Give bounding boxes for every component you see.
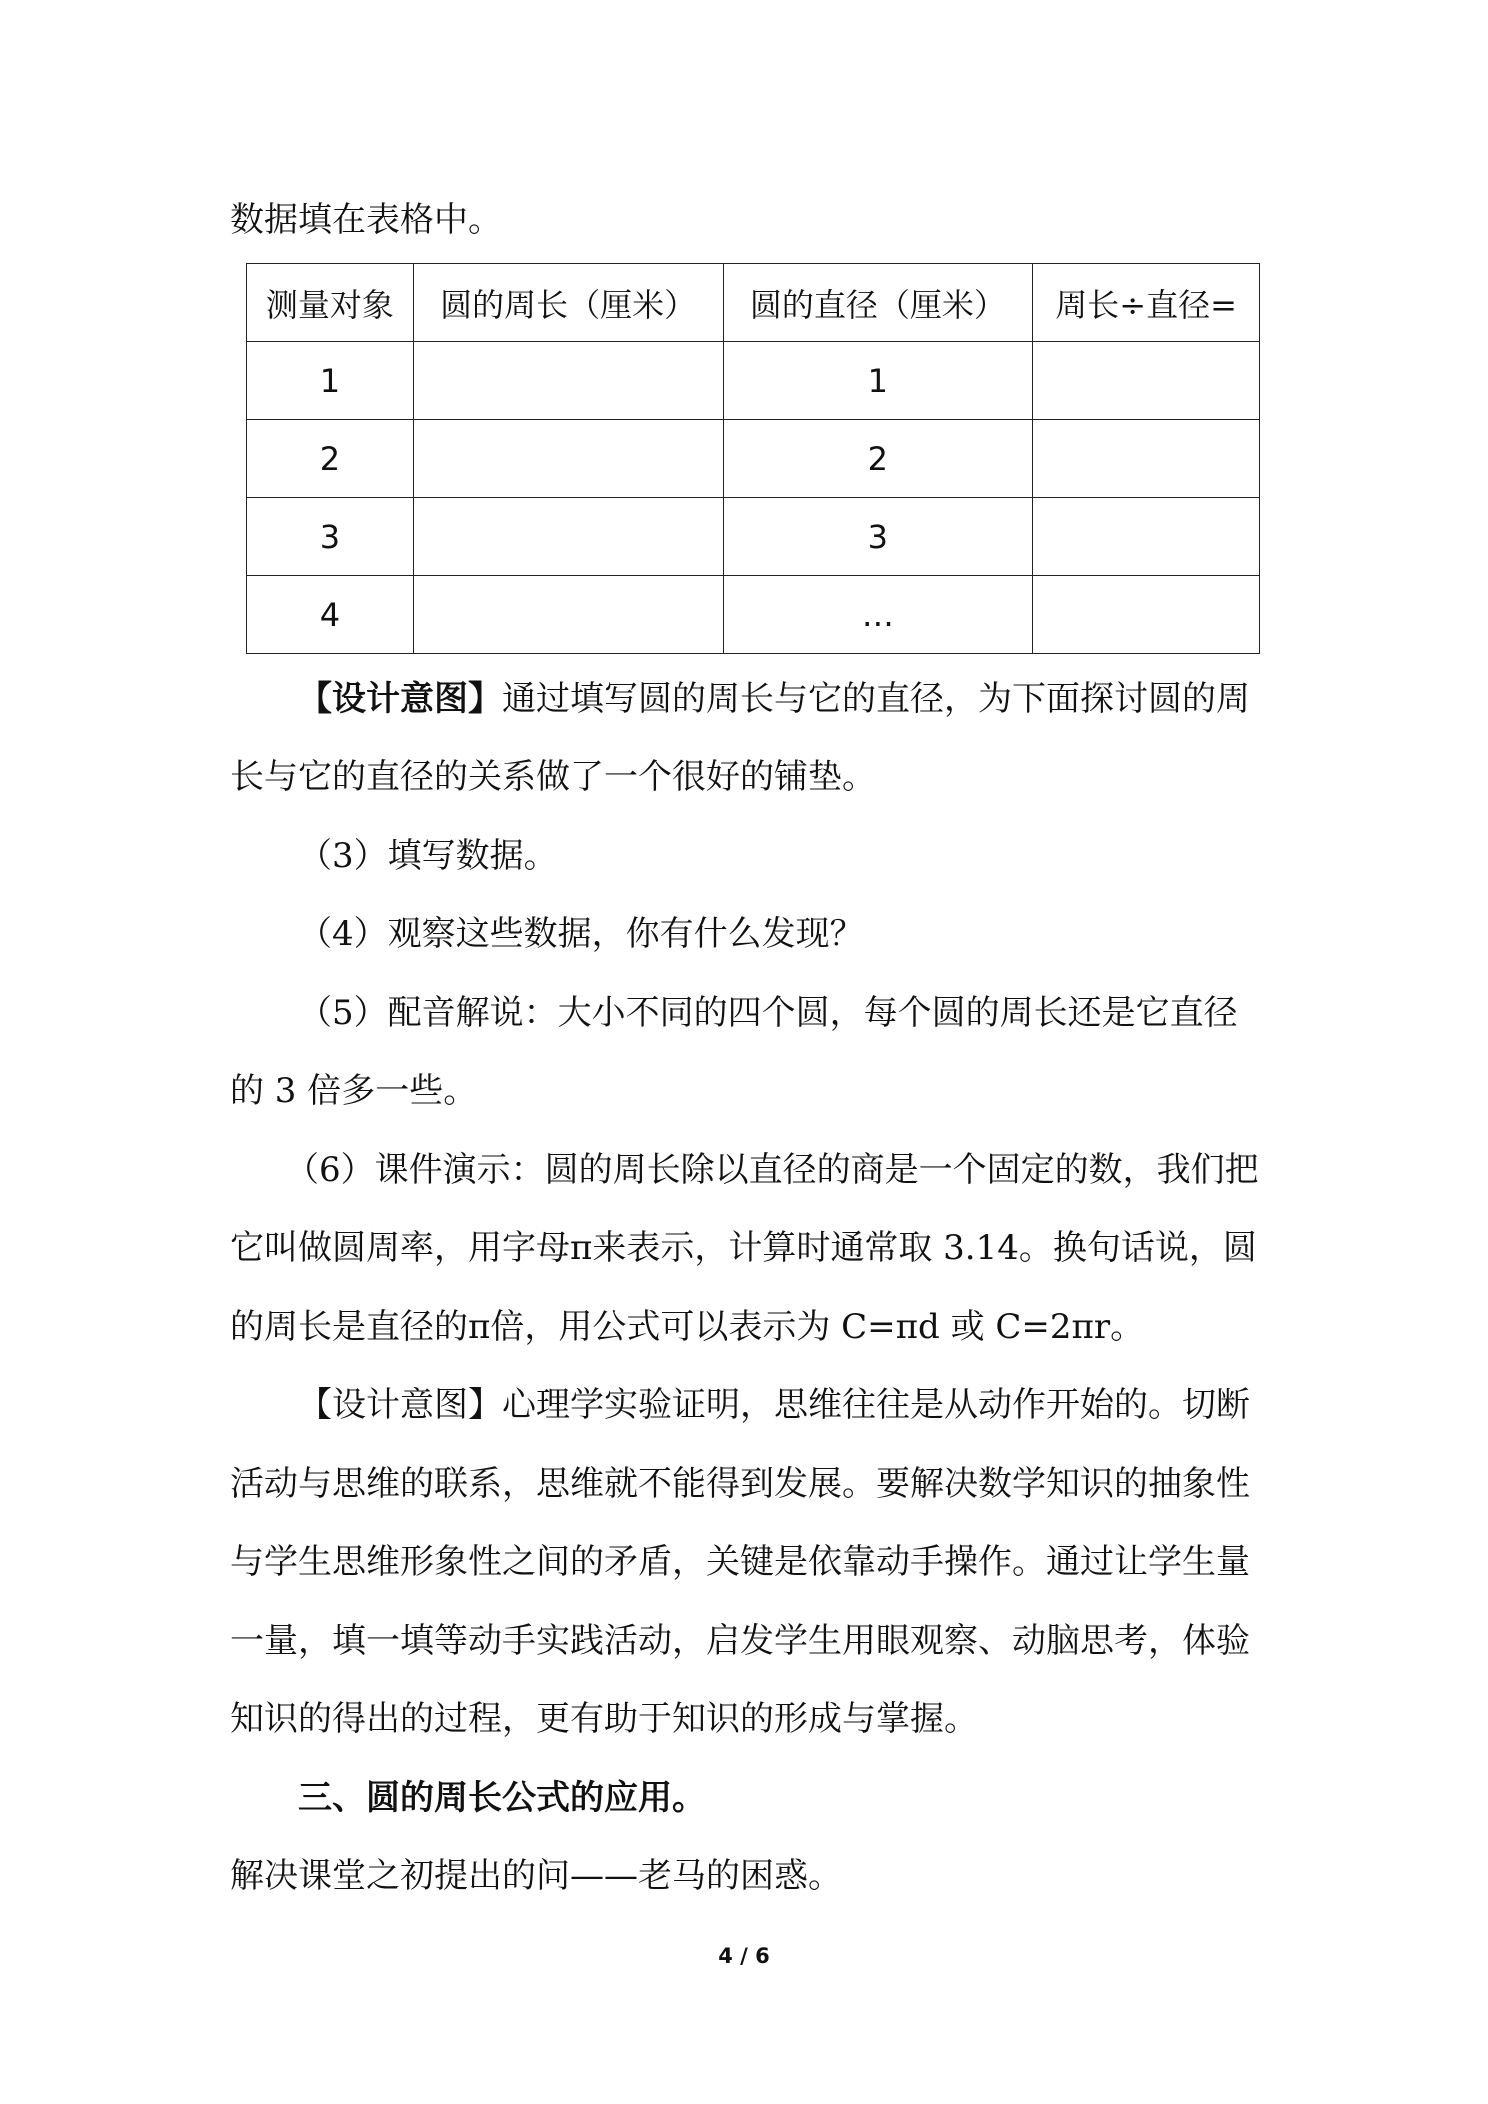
closing-line: 解决课堂之初提出的问——老马的困惑。 xyxy=(230,1856,842,1896)
design-intent-2-line-3: 与学生思维形象性之间的矛盾，关键是依靠动手操作。通过让学生量 xyxy=(230,1542,1250,1582)
design-intent-1-line-1 xyxy=(298,679,1250,719)
design-intent-2-line-5: 知识的得出的过程，更有助于知识的形成与掌握。 xyxy=(230,1699,978,1739)
table-cell xyxy=(1033,498,1260,576)
table-cell: 3 xyxy=(247,498,414,576)
table-header: 周长÷直径= xyxy=(1033,264,1260,342)
design-intent-text: 通过填写圆的周长与它的直径，为下面探讨圆的周 xyxy=(502,679,1250,719)
table-header: 测量对象 xyxy=(247,264,414,342)
table-row xyxy=(247,498,1260,576)
table-row xyxy=(247,576,1260,654)
table-cell: 4 xyxy=(247,576,414,654)
design-intent-tag: 【设计意图】 xyxy=(298,679,502,719)
step-3: （3）填写数据。 xyxy=(298,836,558,876)
step-5-line-1: （5）配音解说：大小不同的四个圆，每个圆的周长还是它直径 xyxy=(298,993,1238,1033)
step-5-line-2: 的 3 倍多一些。 xyxy=(230,1071,478,1111)
table-cell xyxy=(413,576,723,654)
design-intent-2-line-4: 一量，填一填等动手实践活动，启发学生用眼观察、动脑思考，体验 xyxy=(230,1621,1250,1661)
table-cell: 3 xyxy=(723,498,1033,576)
step-4: （4）观察这些数据，你有什么发现？ xyxy=(298,914,864,954)
table-cell xyxy=(413,342,723,420)
design-intent-2-line-2: 活动与思维的联系，思维就不能得到发展。要解决数学知识的抽象性 xyxy=(230,1464,1250,1504)
table-cell: 2 xyxy=(723,420,1033,498)
table-cell xyxy=(413,420,723,498)
table-header: 圆的周长（厘米） xyxy=(413,264,723,342)
step-6-line-2: 它叫做圆周率，用字母π来表示，计算时通常取 3.14。换句话说，圆 xyxy=(230,1228,1257,1268)
section-heading-3: 三、圆的周长公式的应用。 xyxy=(298,1778,706,1818)
design-intent-1-line-2: 长与它的直径的关系做了一个很好的铺垫。 xyxy=(230,757,876,797)
table-row xyxy=(247,342,1260,420)
measurement-table xyxy=(246,263,1260,654)
table-header: 圆的直径（厘米） xyxy=(723,264,1033,342)
table-cell: 2 xyxy=(247,420,414,498)
design-intent-2-line-1: 【设计意图】心理学实验证明，思维往往是从动作开始的。切断 xyxy=(298,1385,1250,1425)
table-cell: 1 xyxy=(723,342,1033,420)
table-cell: 1 xyxy=(247,342,414,420)
page-number: 4 / 6 xyxy=(718,1944,770,1968)
intro-line: 数据填在表格中。 xyxy=(230,200,502,240)
table-cell: … xyxy=(723,576,1033,654)
step-6-line-1: （6）课件演示：圆的周长除以直径的商是一个固定的数，我们把 xyxy=(285,1150,1259,1190)
table-cell xyxy=(413,498,723,576)
table-row xyxy=(247,420,1260,498)
table-cell xyxy=(1033,420,1260,498)
table-cell xyxy=(1033,342,1260,420)
step-6-line-3: 的周长是直径的π倍，用公式可以表示为 C=πd 或 C=2πr。 xyxy=(230,1307,1145,1347)
table-cell xyxy=(1033,576,1260,654)
table-header-row xyxy=(247,264,1260,342)
